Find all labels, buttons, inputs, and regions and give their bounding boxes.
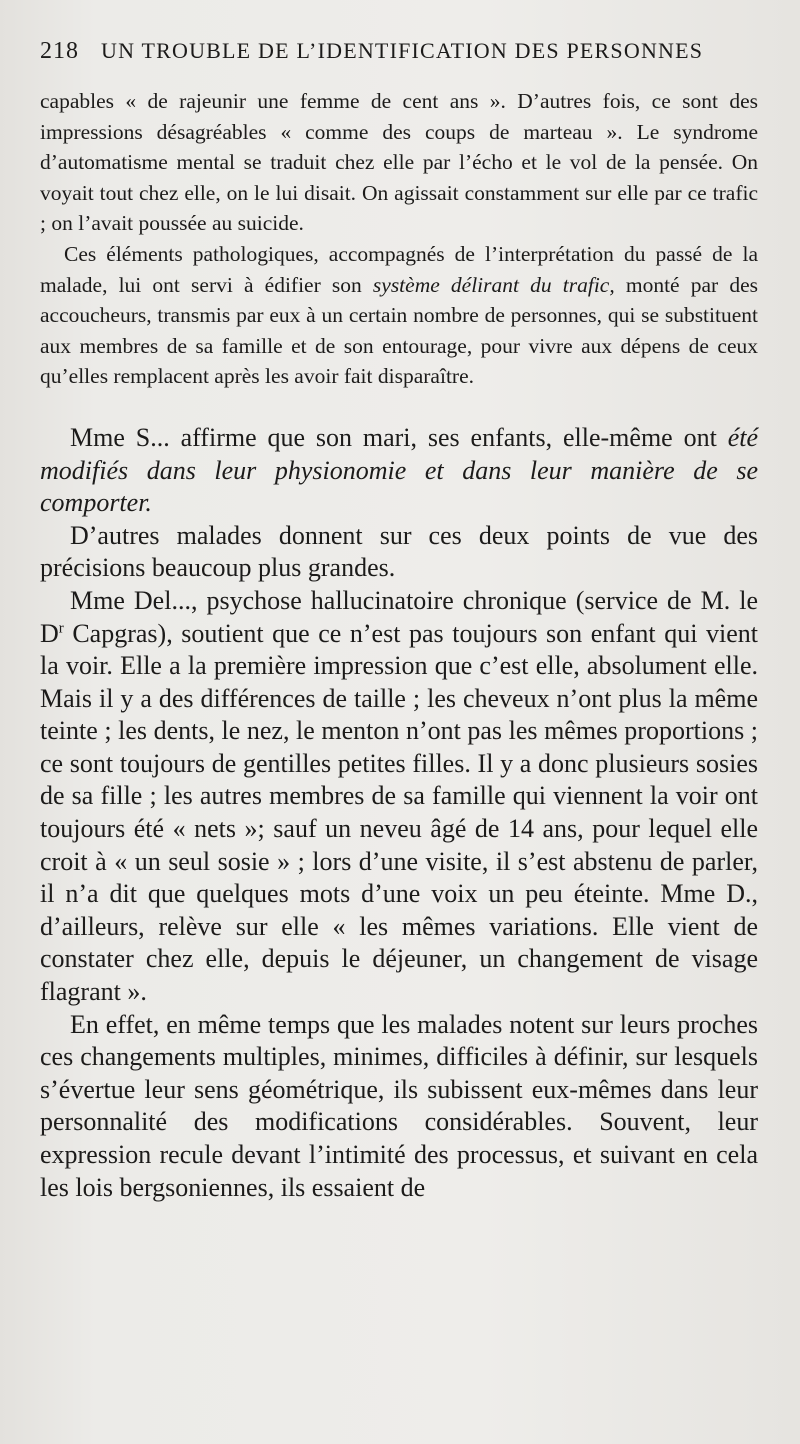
paragraph [40, 86, 758, 239]
paragraph-text: Mme Del..., psychose hallucinatoire chronique (service de M. le D [40, 585, 758, 648]
paragraph [40, 1009, 758, 1205]
paragraph-text: Capgras), soutient que ce n’est pas toujours son enfant qui vient la voir. Elle a la première impression que c’est elle, absolument elle. Mais il y a des différences de taille ; les cheveux n’ont plus la même teinte ; les dents, le nez, le menton n’ont pas les mêmes proportions ; ce sont toujours de gentilles petites filles. Il y a donc plusieurs sosies de sa fille ; les autres membres de sa famille qui viennent la voir ont toujours été « nets »; sauf un neveu âgé de 14 ans, pour lequel elle croit à « un seul sosie » ; lors d’une visite, il s’est abstenu de parler, il n’a dit que quelques mots d’une voix un peu éteinte. Mme D., d’ailleurs, relève sur elle « les mêmes variations. Elle vient de constater chez elle, depuis le déjeuner, un changement de visage flagrant ». [40, 618, 758, 1007]
italic-phrase: système délirant du trafic, [372, 272, 615, 297]
paragraph-text: Ces éléments pathologiques, accompagnés de l’interprétation du passé de la malade, lui ont servi à édifier son [40, 241, 758, 297]
running-head [40, 38, 758, 86]
paragraph [40, 239, 758, 392]
paragraph-text: capables « de rajeunir une femme de cent ans ». D’autres fois, ce sont des impressions désagréables « comme des coups de marteau ». Le syndrome d’automatisme mental se traduit chez elle par l’écho et le vol de la pensée. On voyait tout chez elle, on le lui disait. On agissait constamment sur elle par ce trafic ; on l’avait poussée au suicide. [40, 89, 758, 236]
paragraph-text: Mme S... affirme que son mari, ses enfants, elle-même ont [70, 422, 728, 452]
paragraph [40, 422, 758, 520]
italic-phrase: été modifiés dans leur physionomie et dans leur manière de se comporter. [40, 422, 758, 518]
small-print-block [40, 86, 758, 392]
main-text-block [40, 422, 758, 1204]
paragraph [40, 520, 758, 585]
page-number: 218 [40, 38, 79, 64]
paragraph-text: D’autres malades donnent sur ces deux points de vue des précisions beaucoup plus grandes. [40, 520, 758, 583]
paragraph-text: En effet, en même temps que les malades notent sur leurs proches ces changements multiples, minimes, difficiles à définir, sur lesquels s’évertue leur sens géométrique, ils subissent eux-mêmes dans leur personnalité des modifications considérables. Souvent, leur expression recule devant l’intimité des processus, et suivant en cela les lois bergsoniennes, ils essaient de [40, 1009, 758, 1202]
running-title: UN TROUBLE DE L’IDENTIFICATION DES PERSONNES [101, 38, 704, 63]
paragraph-text: monté par des accoucheurs, transmis par eux à un certain nombre de personnes, qui se substituent aux membres de sa famille et de son entourage, pour vivre aux dépens de ceux qu’elles remplacent après les avoir fait disparaître. [40, 272, 758, 389]
superscript: r [58, 619, 64, 636]
paragraph [40, 585, 758, 1009]
